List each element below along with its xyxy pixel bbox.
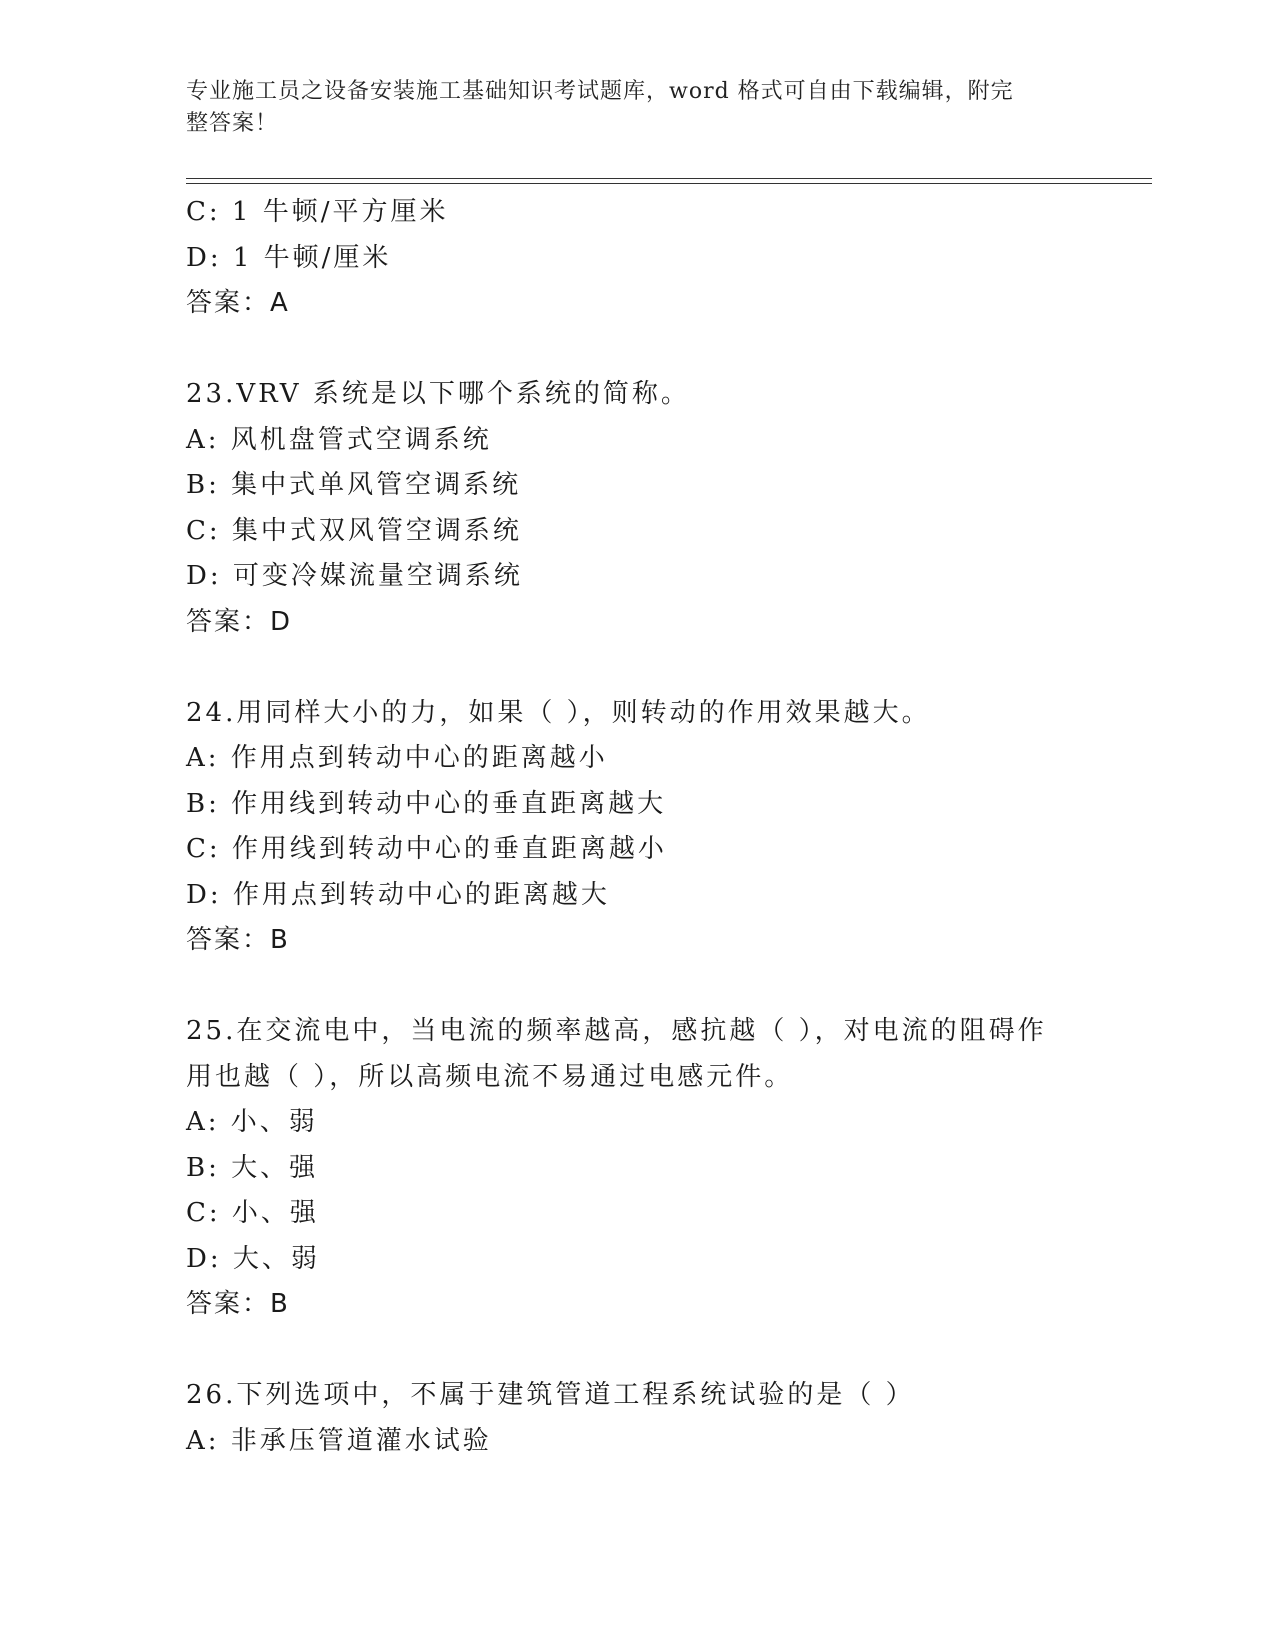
question-stem-line-1: 25.在交流电中，当电流的频率越高，感抗越（ ），对电流的阻碍作: [186, 1016, 1047, 1046]
header-divider-bottom: [186, 183, 1152, 184]
option-d: D: 可变冷媒流量空调系统: [186, 561, 523, 591]
option-c: C: 1 牛顿/平方厘米: [186, 197, 449, 227]
question-stem: 26.下列选项中，不属于建筑管道工程系统试验的是（ ）: [186, 1380, 915, 1410]
question-23: [186, 372, 1146, 645]
option-a: A: 风机盘管式空调系统: [186, 424, 492, 455]
question-stem: 24.用同样大小的力，如果（ ），则转动的作用效果越大。: [186, 697, 931, 728]
question-22-tail: [186, 190, 1146, 327]
answer-line: 答案：D: [186, 606, 293, 637]
option-c: C: 作用线到转动中心的垂直距离越小: [186, 834, 667, 864]
spacer: [186, 645, 1146, 691]
option-b: B: 大、强: [186, 1152, 319, 1183]
question-24: [186, 691, 1146, 964]
answer-line: 答案：B: [186, 1289, 290, 1319]
option-a: A: 作用点到转动中心的距离越小: [186, 743, 608, 773]
question-list: [186, 190, 1146, 1464]
option-b: B: 作用线到转动中心的垂直距离越大: [186, 788, 667, 819]
spacer: [186, 1328, 1146, 1374]
question-26: [186, 1373, 1146, 1464]
header-line-1: 专业施工员之设备安装施工基础知识考试题库，word 格式可自由下载编辑，附完: [186, 79, 1014, 104]
option-c: C: 集中式双风管空调系统: [186, 515, 522, 546]
option-d: D: 大、弱: [186, 1243, 320, 1274]
question-25: [186, 1009, 1146, 1328]
answer-line: 答案：B: [186, 925, 290, 955]
option-d: D: 作用点到转动中心的距离越大: [186, 879, 610, 910]
option-d: D: 1 牛顿/厘米: [186, 242, 392, 273]
question-stem-line-2: 用也越（ ），所以高频电流不易通过电感元件。: [186, 1061, 794, 1092]
header-line-2: 整答案！: [186, 111, 279, 136]
spacer: [186, 327, 1146, 373]
option-b: B: 集中式单风管空调系统: [186, 470, 522, 500]
option-a: A: 小、弱: [186, 1107, 318, 1137]
header-divider-top: [186, 178, 1152, 179]
question-stem: 23.VRV 系统是以下哪个系统的简称。: [186, 379, 690, 409]
option-a: A: 非承压管道灌水试验: [186, 1425, 492, 1456]
document-header: [186, 76, 1066, 140]
option-c: C: 小、强: [186, 1198, 319, 1228]
spacer: [186, 964, 1146, 1010]
answer-line: 答案：A: [186, 288, 290, 318]
